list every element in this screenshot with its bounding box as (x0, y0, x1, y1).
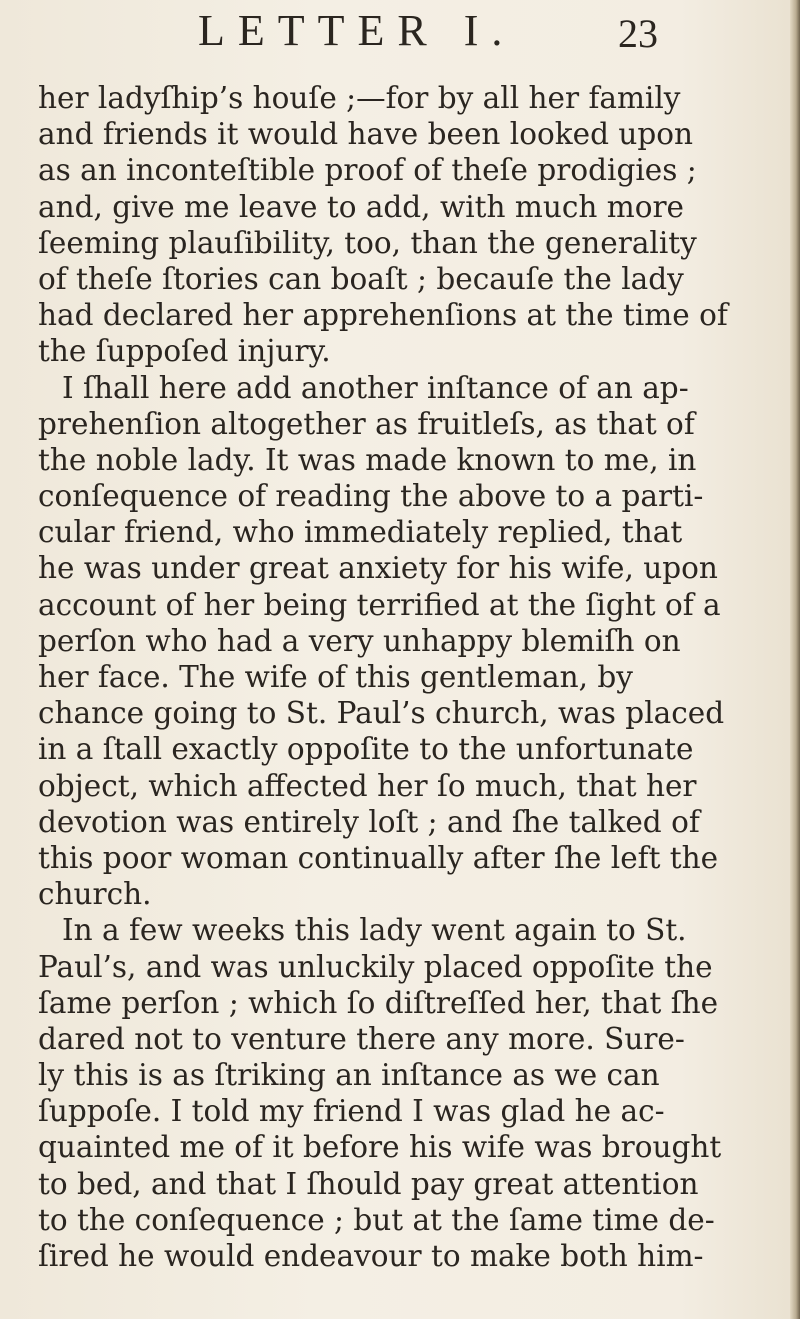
text-line: to bed, and that I ſhould pay great attention (38, 1166, 699, 1201)
text-line: object, which affected her ſo much, that her (38, 768, 697, 803)
text-line: cular friend, who immediately replied, that (38, 515, 683, 550)
text-line: and friends it would have been looked upon (38, 117, 693, 152)
text-line: ſeeming plauſibility, too, than the generality (38, 225, 697, 260)
page-gutter-shadow (790, 0, 800, 1319)
text-line: quainted me of it before his wife was brought (38, 1130, 722, 1165)
text-line: account of her being terrified at the ſight of a (38, 587, 721, 622)
text-line: ſired he would endeavour to make both him- (38, 1239, 704, 1273)
page-number: 23 (618, 11, 658, 56)
text-line: Paul’s, and was unluckily placed oppoſite the (38, 949, 713, 984)
paragraph-start-line: In a few weeks this lady went again to St. (62, 913, 687, 948)
text-line: her face. The wife of this gentleman, by (38, 660, 633, 694)
text-line: chance going to St. Paul’s church, was placed (38, 696, 725, 731)
text-line: the noble lady. It was made known to me, in (38, 442, 697, 477)
running-head: LETTER I. (198, 6, 516, 55)
text-line: as an inconteſtible proof of theſe prodigies ; (38, 153, 697, 188)
text-line: in a ſtall exactly oppoſite to the unfortunate (38, 732, 694, 767)
text-line: devotion was entirely loſt ; and ſhe talked of (38, 804, 700, 839)
text-line: conſequence of reading the above to a parti- (38, 479, 704, 514)
text-line: her ladyſhip’s houſe ;—for by all her family (38, 81, 681, 115)
body-text (38, 80, 738, 1274)
text-line: to the conſequence ; but at the ſame time de- (38, 1202, 715, 1237)
text-line: the ſuppoſed injury. (38, 334, 331, 369)
text-line: and, give me leave to add, with much more (38, 189, 685, 224)
text-line: dared not to venture there any more. Sure- (38, 1021, 685, 1056)
text-line: ſame perſon ; which ſo diſtreſſed her, that ſhe (38, 985, 719, 1020)
text-line: he was under great anxiety for his wife, upon (38, 551, 718, 586)
text-line: prehenſion altogether as fruitleſs, as that of (38, 406, 695, 441)
text-line: perſon who had a very unhappy blemiſh on (38, 623, 681, 658)
text-line: ly this is as ſtriking an inſtance as we can (38, 1058, 660, 1093)
text-line: this poor woman continually after ſhe left the (38, 840, 719, 875)
text-line: of theſe ſtories can boaſt ; becauſe the lady (38, 261, 684, 296)
text-line: had declared her apprehenſions at the time of (38, 298, 728, 333)
text-line: church. (38, 877, 152, 912)
text-line: ſuppoſe. I told my friend I was glad he ac- (38, 1094, 665, 1129)
paragraph-start-line: I ſhall here add another inſtance of an ap- (62, 370, 689, 405)
